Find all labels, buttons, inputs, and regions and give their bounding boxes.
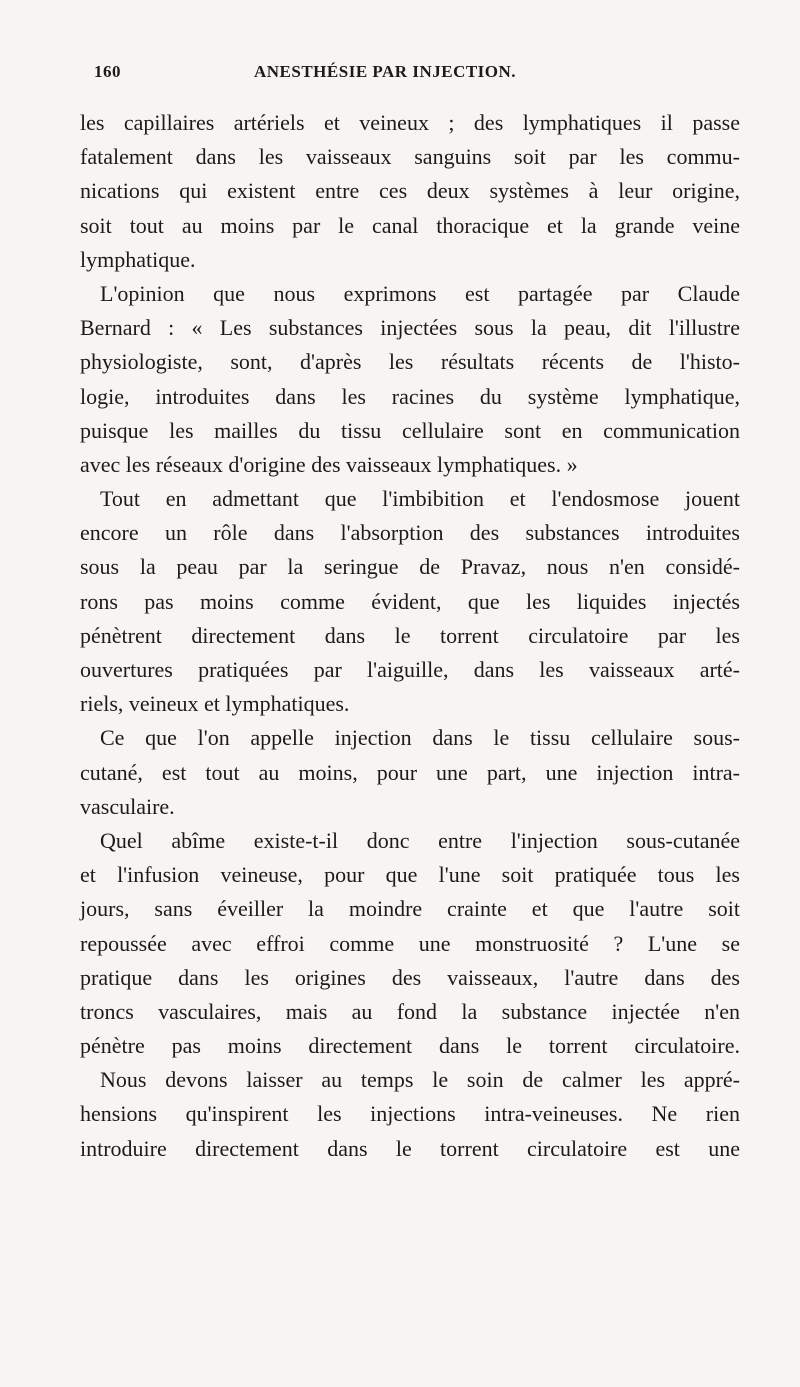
text-line: repoussée avec effroi comme une monstruosité ? L'une se bbox=[80, 930, 740, 956]
page-header bbox=[94, 62, 744, 86]
text-line: et l'infusion veineuse, pour que l'une soit pratiquée tous les bbox=[80, 862, 740, 888]
running-head: ANESTHÉSIE PAR INJECTION. bbox=[254, 62, 517, 81]
text-line: vasculaire. bbox=[80, 793, 175, 819]
text-line: jours, sans éveiller la moindre crainte et que l'autre soit bbox=[80, 896, 740, 922]
text-line: pratique dans les origines des vaisseaux, l'autre dans des bbox=[80, 964, 740, 990]
text-line: Nous devons laisser au temps le soin de calmer les appré- bbox=[100, 1067, 740, 1093]
text-line: nications qui existent entre ces deux systèmes à leur origine, bbox=[80, 178, 740, 204]
text-line: fatalement dans les vaisseaux sanguins soit par les commu- bbox=[80, 144, 740, 170]
text-line: riels, veineux et lymphatiques. bbox=[80, 691, 350, 717]
text-line: L'opinion que nous exprimons est partagée par Claude bbox=[100, 280, 740, 306]
text-line: avec les réseaux d'origine des vaisseaux lymphatiques. » bbox=[80, 451, 578, 477]
text-line: Bernard : « Les substances injectées sous la peau, dit l'illustre bbox=[80, 315, 740, 341]
text-line: Ce que l'on appelle injection dans le tissu cellulaire sous- bbox=[100, 725, 740, 751]
text-line: les capillaires artériels et veineux ; des lymphatiques il passe bbox=[80, 110, 740, 135]
text-line: Quel abîme existe-t-il donc entre l'injection sous-cutanée bbox=[100, 827, 740, 853]
text-line: puisque les mailles du tissu cellulaire sont en communication bbox=[80, 417, 740, 443]
text-line: encore un rôle dans l'absorption des substances introduites bbox=[80, 520, 740, 546]
text-line: introduire directement dans le torrent circulatoire est une bbox=[80, 1135, 740, 1161]
text-line: logie, introduites dans les racines du système lymphatique, bbox=[80, 383, 740, 409]
text-line: cutané, est tout au moins, pour une part, une injection intra- bbox=[80, 759, 740, 785]
text-line: rons pas moins comme évident, que les liquides injectés bbox=[80, 588, 740, 614]
text-line: pénètre pas moins directement dans le torrent circulatoire. bbox=[80, 1033, 740, 1059]
body-text bbox=[80, 106, 740, 1166]
text-line: sous la peau par la seringue de Pravaz, nous n'en considé- bbox=[80, 554, 740, 580]
text-line: pénètrent directement dans le torrent circulatoire par les bbox=[80, 622, 740, 648]
text-line: ouvertures pratiquées par l'aiguille, dans les vaisseaux arté- bbox=[80, 657, 740, 682]
text-line: Tout en admettant que l'imbibition et l'endosmose jouent bbox=[100, 486, 740, 512]
text-line: troncs vasculaires, mais au fond la substance injectée n'en bbox=[80, 998, 740, 1024]
text-line: soit tout au moins par le canal thoracique et la grande veine bbox=[80, 212, 740, 238]
page-number: 160 bbox=[94, 62, 121, 81]
text-line: lymphatique. bbox=[80, 246, 196, 272]
text-line: physiologiste, sont, d'après les résultats récents de l'histo- bbox=[80, 349, 740, 375]
text-line: hensions qu'inspirent les injections intra-veineuses. Ne rien bbox=[80, 1101, 740, 1127]
